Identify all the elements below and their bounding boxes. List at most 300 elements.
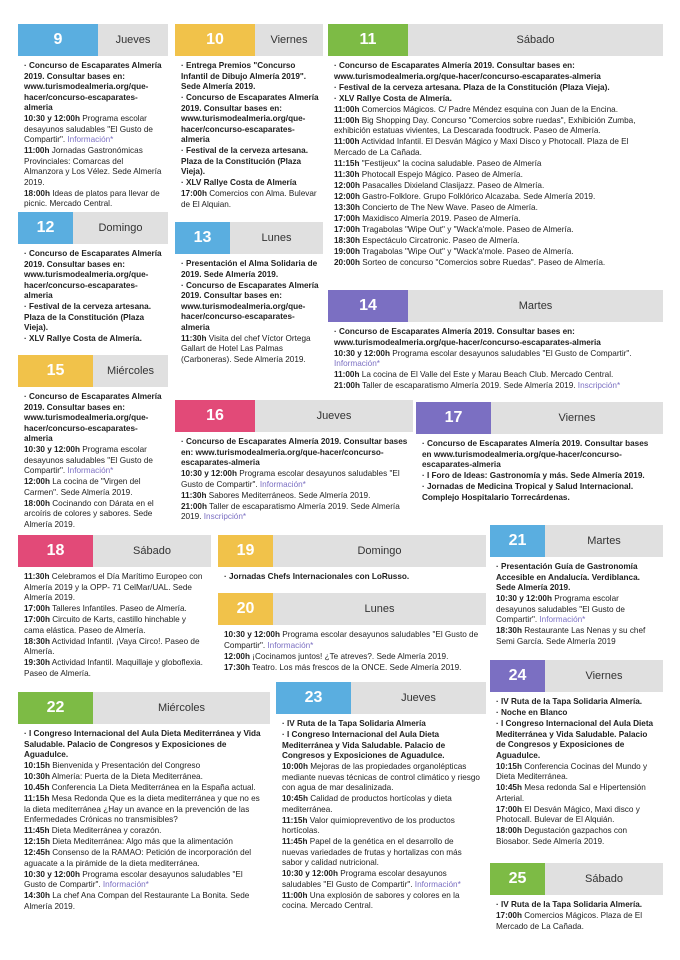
event-item (181, 502, 409, 523)
day-name: Jueves (98, 24, 168, 56)
event-time: 18:30h (496, 626, 522, 635)
day-name: Jueves (351, 682, 486, 714)
day-header (328, 24, 663, 56)
event-time: 12:15h (24, 837, 50, 846)
day-name: Miércoles (93, 692, 270, 724)
event-time: 18:00h (496, 826, 522, 835)
event-item (24, 794, 266, 826)
event-description: La cocina de El Valle del Este y Marau Beach Club. Mercado Central. (359, 370, 614, 379)
day-number: 9 (18, 24, 98, 56)
event-time: 10:30 y 12:00h (181, 469, 237, 478)
event-description: Almería: Puerta de la Dieta Mediterránea. (49, 772, 203, 781)
event-item (181, 469, 409, 490)
day-card-12 (18, 212, 168, 345)
event-item (496, 783, 659, 804)
event-title: · Presentación el Alma Solidaria de 2019. Sede Almería 2019. (181, 259, 318, 279)
event-item (334, 137, 659, 158)
event-item (181, 146, 319, 178)
event-item (24, 334, 164, 345)
event-title: · XLV Rallye Costa de Almería. (334, 93, 452, 103)
event-item (282, 794, 482, 815)
event-time: 21:00h (334, 381, 360, 390)
event-time: 11:45h (24, 826, 50, 835)
day-number: 15 (18, 355, 93, 387)
event-time: 11:00h (24, 146, 50, 155)
day-card-9 (18, 24, 168, 210)
event-item (24, 615, 207, 636)
event-item (496, 594, 659, 626)
event-title: · Concurso de Escaparates Almería 2019. Consultar bases en www.turismodealmeria.org/que-hacer/concurso-escaparates-almeria (422, 439, 649, 469)
event-description: Actividad Infantil. ¡Vaya Circo!. Paseo de Almería. (24, 636, 200, 656)
day-name: Sábado (93, 535, 211, 567)
event-item (224, 663, 482, 674)
info-link[interactable]: Información* (537, 615, 586, 624)
event-time: 12:00h (334, 180, 360, 190)
event-item (334, 327, 659, 348)
event-title: · Concurso de Escaparates Almería 2019. Consultar bases en: www.turismodealmeria.org/que-hacer/concurso-escaparates-almeria (334, 61, 601, 81)
event-description: Conferencia La Dieta Mediterránea en la España actual. (49, 783, 256, 792)
event-time: 11:00h (334, 115, 360, 125)
day-card-22 (18, 692, 270, 913)
day-events (490, 692, 663, 847)
event-item (334, 181, 659, 192)
event-item (24, 761, 266, 772)
event-time: 17:30h (224, 662, 250, 672)
day-events (18, 724, 270, 912)
event-item (181, 61, 319, 93)
event-title: · Concurso de Escaparates Almería 2019. Consultar bases en: www.turismodealmeria.org/que-hacer/concurso-escaparates-almeria (24, 61, 162, 112)
event-description: Programa escolar desayunos saludables "El Gusto de Compartir". (282, 869, 447, 889)
event-item (24, 772, 266, 783)
event-description: Programa escolar desayunos saludables "El Gusto de Compartir". (24, 114, 153, 144)
event-description: Ideas de platos para llevar de picnic. Mercado Central. (24, 188, 160, 208)
event-description: Una explosión de sabores y colores en la cocina. Mercado Central. (282, 890, 460, 910)
event-title: · Festival de la cerveza artesana. Plaza de la Constitución (Plaza Vieja). (24, 302, 151, 332)
event-description: Dieta Mediterránea y corazón. (49, 826, 162, 835)
event-description: Restaurante Las Nenas y su chef Semi García. Sede Almería 2019 (496, 626, 646, 646)
event-description: ¡Cocinamos juntos! ¿Te atreves?. Sede Almería 2019. (249, 651, 449, 661)
event-item (496, 900, 659, 911)
event-title: · IV Ruta de la Tapa Solidaria Almería. (496, 697, 643, 706)
event-item (496, 719, 659, 761)
day-header (218, 593, 486, 625)
day-name: Martes (408, 290, 663, 322)
event-title: · Concurso de Escaparates Almería 2019. Consultar bases en: www.turismodealmeria.org/que-hacer/concurso-escaparates-almeria (181, 280, 319, 332)
event-item (334, 247, 659, 258)
event-title: · Concurso de Escaparates Almería 2019. Consultar bases en: www.turismodealmeria.org/que-hacer/concurso-escaparates-almeria (334, 327, 601, 347)
event-item (24, 826, 266, 837)
event-item (24, 848, 266, 869)
event-description: Teatro. Los más frescos de la ONCE. Sede Almería 2019. (249, 662, 462, 672)
event-time: 10:45h (282, 794, 308, 803)
event-description: Pasacalles Dixieland Clasijazz. Paseo de Almería. (359, 180, 545, 190)
event-item (334, 236, 659, 247)
event-description: Sorteo de concurso "Comercios sobre Ruedas". Paseo de Almería. (359, 257, 606, 267)
event-time: 17:00h (334, 224, 360, 234)
day-name: Lunes (230, 222, 323, 254)
event-time: 12:00h (24, 477, 50, 486)
day-header (328, 290, 663, 322)
day-number: 20 (218, 593, 273, 625)
event-item (181, 259, 319, 280)
event-title: · Presentación Guía de Gastronomía Accesible en Andalucía. Verdiblanca. Sede Almería 2019. (496, 562, 640, 592)
event-item (24, 249, 164, 302)
event-item (496, 805, 659, 826)
day-header (490, 525, 663, 557)
event-description: Comercios Mágicos. C/ Padre Méndez esquina con Juan de la Encina. (359, 104, 618, 114)
event-time: 12:00h (224, 651, 250, 661)
event-time: 18:00h (24, 498, 50, 508)
day-header (175, 24, 323, 56)
event-item (334, 61, 659, 82)
day-header (18, 535, 211, 567)
event-time: 10:45h (496, 783, 522, 792)
event-description: Programa escolar desayunos saludables "El Gusto de Compartir". (181, 469, 400, 489)
event-item (181, 178, 319, 189)
event-item (181, 189, 319, 210)
info-link[interactable]: Información* (65, 466, 114, 475)
event-description: Big Shopping Day. Concurso "Comercios sobre ruedas", Exhibición Zumba, exhibición estatuas vivientes, La Descarada foodtruck. Paseo de Almería. (334, 115, 636, 135)
day-card-20 (218, 593, 486, 674)
event-description: Mesa Redonda Que es la dieta mediterránea y que no es la dieta mediterránea ¿Hay un avance en la prevención de las Enfermedades Crónicas no transmisibles? (24, 794, 260, 824)
event-item (334, 225, 659, 236)
event-description: Programa escolar desayunos saludables "El Gusto de Compartir". (390, 348, 632, 358)
event-description: Programa escolar desayunos saludables "El Gusto de Compartir". (24, 445, 153, 475)
day-name: Viernes (255, 24, 323, 56)
event-time: 18:00h (24, 188, 50, 198)
event-description: Jornadas Gastronómicas Provinciales: Comarcas del Almanzora y Los Vélez. Sede Almería 2019. (24, 146, 162, 187)
event-time: 11:30h (334, 169, 360, 179)
day-card-16 (175, 400, 413, 523)
event-time: 10:30 y 12:00h (24, 445, 80, 454)
event-item (181, 491, 409, 502)
day-card-18 (18, 535, 211, 680)
event-time: 11:15h (282, 815, 308, 825)
event-item (181, 93, 319, 146)
event-time: 12:00h (334, 191, 360, 201)
day-header (218, 535, 486, 567)
event-description: El Desván Mágico, Maxi disco y Photocall. Bulevar de El Alquián. (496, 804, 640, 824)
event-description: Calidad de productos hortícolas y dieta mediterránea. (282, 794, 452, 814)
day-events (175, 254, 323, 365)
event-item (24, 783, 266, 794)
event-item (24, 392, 164, 445)
event-title: · I Foro de Ideas: Gastronomía y más. Sede Almería 2019. (422, 471, 645, 480)
day-name: Viernes (545, 660, 663, 692)
event-item (282, 816, 482, 837)
day-number: 25 (490, 863, 545, 895)
event-item (334, 159, 659, 170)
event-time: 18:30h (334, 235, 360, 245)
event-description: Circuito de Karts, castillo hinchable y cama elástica. Paseo de Almería. (24, 615, 187, 635)
day-card-10 (175, 24, 323, 211)
event-description: Taller de escaparatismo Almería 2019. Sede Almería 2019. (181, 501, 400, 521)
event-description: Actividad Infantil. El Desván Mágico y Maxi Disco y Photocall. Plaza de El Mercado de La Cañada. (334, 137, 629, 157)
event-item (282, 730, 482, 762)
event-item (422, 439, 659, 471)
day-card-17 (416, 402, 663, 504)
event-time: 11:30h (181, 490, 207, 500)
event-item (496, 562, 659, 594)
event-item (24, 572, 207, 604)
event-time: 13:30h (334, 202, 360, 212)
event-time: 10:15h (24, 761, 50, 770)
info-link[interactable]: Información* (257, 479, 306, 489)
day-number: 18 (18, 535, 93, 567)
event-item (334, 203, 659, 214)
event-description: Comercios Mágicos. Plaza de El Mercado de La Cañada. (496, 911, 643, 931)
day-events (175, 432, 413, 523)
event-time: 17:00h (24, 615, 50, 624)
event-description: Programa escolar desayunos saludables "El Gusto de Compartir". (224, 630, 479, 650)
day-header (18, 355, 168, 387)
day-name: Sábado (408, 24, 663, 56)
day-card-23 (276, 682, 486, 912)
event-item (334, 381, 659, 392)
day-name: Domingo (273, 535, 486, 567)
event-item (496, 626, 659, 647)
day-events (218, 625, 486, 673)
day-events (328, 322, 663, 392)
day-card-13 (175, 222, 323, 366)
day-card-21 (490, 525, 663, 648)
day-header (416, 402, 663, 434)
day-number: 10 (175, 24, 255, 56)
event-time: 11:00h (334, 370, 360, 379)
event-time: 10:30 y 12:00h (224, 630, 280, 639)
day-events (328, 56, 663, 268)
event-description: Actividad Infantil. Maquillaje y globoflexia. Paseo de Almería. (24, 658, 203, 678)
event-item (282, 837, 482, 869)
day-number: 12 (18, 212, 73, 244)
event-time: 11:30h (181, 333, 207, 343)
day-card-19 (218, 535, 486, 583)
event-item (334, 105, 659, 116)
event-item (334, 192, 659, 203)
event-item (181, 334, 319, 366)
event-title: · IV Ruta de la Tapa Solidaria Almería (282, 719, 426, 728)
event-description: Tragabolas "Wipe Out" y "Wack'a'mole. Paseo de Almería. (359, 224, 574, 234)
event-time: 10.45h (24, 783, 50, 792)
event-item (334, 258, 659, 269)
event-time: 17:00h (24, 604, 50, 613)
day-name: Miércoles (93, 355, 168, 387)
event-item (24, 477, 164, 498)
event-item (496, 697, 659, 708)
event-time: 10:30 y 12:00h (496, 594, 552, 603)
event-description: Espectáculo Circatronic. Paseo de Almería. (359, 235, 520, 245)
event-time: 11:15h (24, 794, 50, 803)
info-link[interactable]: Información* (412, 879, 461, 889)
event-item (24, 604, 207, 615)
day-name: Viernes (491, 402, 663, 434)
event-description: Mesa redonda Sal e Hipertensión Arterial. (496, 783, 646, 803)
event-item (24, 146, 164, 188)
day-header (175, 222, 323, 254)
event-title: · Concurso de Escaparates Almería 2019. Consultar bases en: www.turismodealmeria.org/que-hacer/concurso-escaparates-almeria (181, 93, 319, 144)
event-item (334, 370, 659, 381)
event-description: Taller de escaparatismo Almería 2019. Sede Almería 2019. (359, 381, 576, 390)
day-events (490, 557, 663, 647)
info-link[interactable]: Inscripción* (575, 381, 621, 390)
day-header (490, 660, 663, 692)
day-card-15 (18, 355, 168, 531)
event-item (334, 214, 659, 225)
event-description: Mejoras de las propiedades organolépticas mediante nuevas técnicas de control climático y riesgo con agua de mar desalinizada. (282, 762, 480, 792)
event-time: 17:00h (496, 804, 522, 814)
event-item (282, 762, 482, 794)
event-description: "Festijeux" la cocina saludable. Paseo de Almería (359, 158, 542, 168)
event-time: 14:30h (24, 891, 50, 900)
event-item (334, 349, 659, 370)
event-description: Tragabolas "Wipe Out" y "Wack'a'mole. Paseo de Almería. (359, 246, 574, 256)
day-header (175, 400, 413, 432)
day-header (18, 212, 168, 244)
event-time: 10:30 y 12:00h (24, 114, 80, 123)
day-header (276, 682, 486, 714)
day-card-25 (490, 863, 663, 933)
event-description: Gastro-Folklore. Grupo Folklórico Alcazaba. Sede Almería 2019. (359, 191, 596, 201)
event-time: 10:15h (496, 761, 522, 771)
info-link[interactable]: Información* (334, 359, 380, 368)
info-link[interactable]: Información* (65, 135, 114, 144)
event-item (24, 891, 266, 912)
info-link[interactable]: Inscripción* (201, 512, 247, 521)
day-name: Jueves (255, 400, 413, 432)
day-number: 21 (490, 525, 545, 557)
event-item (496, 762, 659, 783)
event-item (224, 630, 482, 651)
event-time: 19:00h (334, 246, 360, 256)
event-description: Consenso de la RAMAO: Petición de incorporación del aguacate a la pirámide de la dieta mediterránea. (24, 848, 252, 868)
day-name: Sábado (545, 863, 663, 895)
event-title: · Concurso de Escaparates Almería 2019. Consultar bases en: www.turismodealmeria.org/que-hacer/concurso-escaparates-almeria (24, 392, 162, 443)
day-events (18, 56, 168, 210)
event-item (422, 482, 659, 503)
day-events (416, 434, 663, 503)
event-item (24, 499, 164, 531)
day-number: 19 (218, 535, 273, 567)
info-link[interactable]: Información* (100, 880, 149, 889)
event-time: 17:00h (496, 911, 522, 920)
event-description: Photocall Espejo Mágico. Paseo de Almería. (359, 169, 523, 179)
event-time: 10:30 y 12:00h (282, 869, 338, 878)
event-time: 12:45h (24, 848, 50, 857)
day-name: Lunes (273, 593, 486, 625)
day-header (490, 863, 663, 895)
event-item (334, 94, 659, 105)
event-title: · Noche en Blanco (496, 708, 568, 717)
event-time: 17:00h (334, 213, 360, 223)
day-number: 24 (490, 660, 545, 692)
event-title: · XLV Rallye Costa de Almería (181, 178, 297, 187)
event-item (24, 302, 164, 334)
event-description: Maxidisco Almería 2019. Paseo de Almería. (359, 213, 521, 223)
event-description: Programa escolar desayunos saludables "El Gusto de Compartir". (496, 594, 625, 624)
day-events (18, 387, 168, 530)
event-item (24, 658, 207, 679)
event-description: La chef Ana Compan del Restaurante La Bonita. Sede Almería 2019. (24, 891, 250, 911)
day-events (18, 567, 211, 679)
event-title: · Concurso de Escaparates Almería 2019. Consultar bases en: www.turismodealmeria.org/que-hacer/concurso-escaparates-almeria (181, 437, 408, 467)
event-time: 10:30 y 12:00h (24, 869, 80, 879)
day-number: 17 (416, 402, 491, 434)
event-time: 11:45h (282, 837, 308, 846)
event-time: 21:00h (181, 501, 207, 511)
info-link[interactable]: Información* (265, 640, 314, 650)
event-title: · Festival de la cerveza artesana. Plaza de la Constitución (Plaza Vieja). (334, 82, 610, 92)
event-time: 11:00h (334, 104, 360, 114)
day-events (18, 244, 168, 345)
event-description: Talleres Infantiles. Paseo de Almería. (49, 604, 187, 613)
event-item (181, 281, 319, 334)
day-card-14 (328, 290, 663, 392)
event-item (224, 652, 482, 663)
event-item (24, 114, 164, 146)
event-description: La cocina de "Virgen del Carmen". Sede Almería 2019. (24, 477, 141, 497)
event-description: Cocinando con Dárata en el arcoíris de colores y sabores. Sede Almería 2019. (24, 498, 154, 529)
event-description: Bienvenida y Presentación del Congreso (49, 761, 201, 770)
event-description: Conferencia Cocinas del Mundo y Dieta Mediterránea. (496, 761, 648, 781)
day-number: 11 (328, 24, 408, 56)
event-title: · Entrega Premios "Concurso Infantil de Dibujo Almería 2019". Sede Almería 2019. (181, 61, 307, 91)
day-card-11 (328, 24, 663, 269)
event-time: 18:30h (24, 636, 50, 646)
event-title: · I Congreso Internacional del Aula Dieta Mediterránea y Vida Saludable. Palacio de Congresos y Exposiciones de Aguadulce. (496, 719, 654, 760)
event-item (496, 708, 659, 719)
event-item (24, 61, 164, 114)
day-card-24 (490, 660, 663, 848)
event-time: 10:30h (24, 772, 50, 781)
event-title: · Concurso de Escaparates Almería 2019. Consultar bases en: www.turismodealmeria.org/que-hacer/concurso-escaparates-almeria (24, 249, 162, 300)
day-number: 23 (276, 682, 351, 714)
event-description: Comercios con Alma. Bulevar de El Alquian. (181, 189, 317, 209)
event-item (496, 826, 659, 847)
day-events (276, 714, 486, 912)
event-description: Visita del chef Víctor Ortega Gallart de Hotel Las Palmas (Carboneras). Sede Almería 2019. (181, 333, 311, 364)
event-description: Programa escolar desayunos saludables "El Gusto de Compartir". (24, 869, 243, 889)
event-time: 11:00h (334, 137, 360, 146)
day-name: Domingo (73, 212, 168, 244)
event-time: 11:00h (282, 890, 308, 900)
day-header (18, 692, 270, 724)
event-description: Degustación gazpachos con Biosabor. Sede Almería 2019. (496, 826, 628, 846)
event-item (496, 911, 659, 932)
event-item (334, 116, 659, 137)
event-title: · I Congreso Internacional del Aula Dieta Mediterránea y Vida Saludable. Palacio de Congresos y Exposiciones de Aguadulce. (24, 729, 261, 759)
event-title: · XLV Rallye Costa de Almería. (24, 334, 142, 343)
event-item (282, 891, 482, 912)
day-number: 16 (175, 400, 255, 432)
event-description: Sabores Mediterráneos. Sede Almería 2019. (206, 490, 371, 500)
event-description: Celebramos el Día Marítimo Europeo con Almería 2019 y la OPP- 71 CelMar/UAL. Sede Almería 2019. (24, 572, 203, 602)
event-title: · Jornadas Chefs Internacionales con LoRusso. (224, 572, 410, 581)
event-title: · I Congreso Internacional del Aula Dieta Mediterránea y Vida Saludable. Palacio de Congresos y Exposiciones de Aguadulce. (282, 730, 446, 760)
event-item (334, 83, 659, 94)
event-time: 17:00h (181, 189, 207, 198)
event-item (24, 729, 266, 761)
event-description: Valor quimiopreventivo de los productos hortícolas. (282, 815, 455, 835)
event-item (181, 437, 409, 469)
event-description: Dieta Mediterránea: Algo más que la alimentación (49, 837, 233, 846)
day-number: 13 (175, 222, 230, 254)
event-item (224, 572, 482, 583)
event-item (282, 719, 482, 730)
event-title: · IV Ruta de la Tapa Solidaria Almería. (496, 900, 643, 909)
event-title: · Jornadas de Medicina Tropical y Salud Internacional. Complejo Hospitalario Torrecárdenas. (422, 482, 634, 502)
event-item (24, 637, 207, 658)
day-events (175, 56, 323, 210)
